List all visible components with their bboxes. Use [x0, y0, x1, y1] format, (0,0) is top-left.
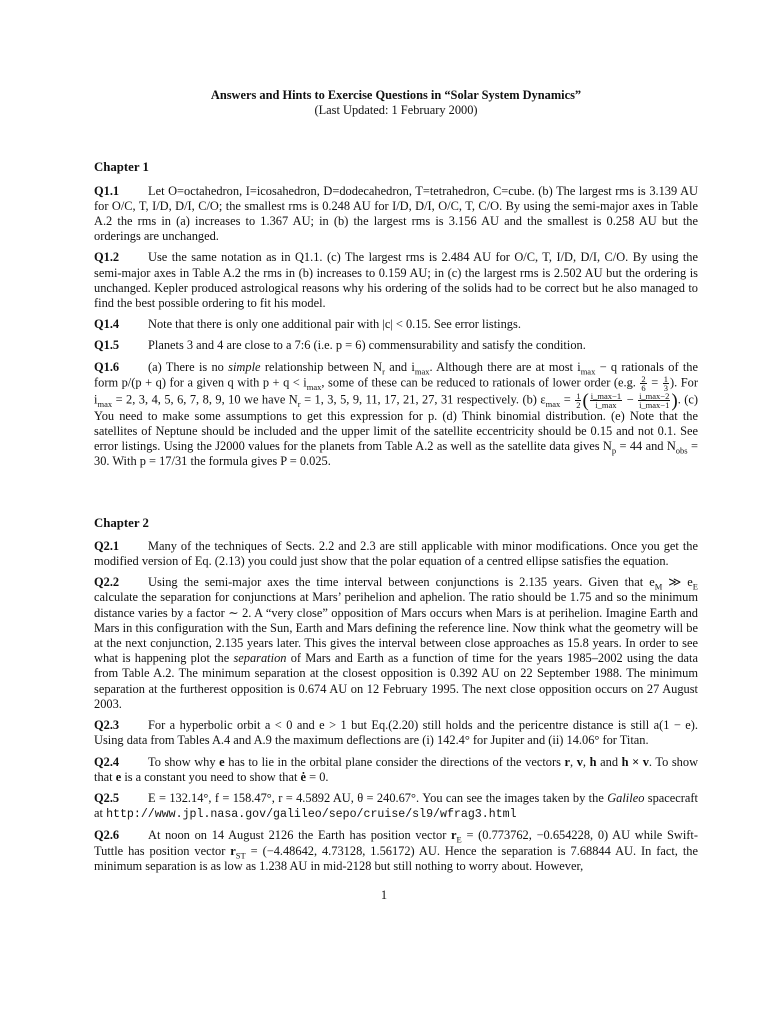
- question-text: Planets 3 and 4 are close to a 7:6 (i.e. p = 6) commensurability and satisfy the condition.: [148, 338, 586, 353]
- question-text: Let O=octahedron, I=icosahedron, D=dodecahedron, T=tetrahedron, C=cube. (b) The largest rms is 3.139 AU for O/C, T, I/D, D/I, C/O; the smallest rms is 0.248 AU for I/D, D/I, O/C, T, C/O. By using the semi-major axes in Table A.2 the rms in (a) increases to 1.367 AU; in (b) the largest rms is 3.156 AU and the smallest is 0.258 AU but the orderings are unchanged.: [94, 183, 698, 244]
- fraction: $\frac{i\_\max-1}{i\_\max}$: [590, 390, 622, 410]
- question-text: Use the same notation as in Q1.1. (c) The largest rms is 2.484 AU for O/C, T, I/D, D/I, C/O. By using the semi-major axes in Table A.2 the rms in (b) increases to 0.159 AU; in (c) the largest rms is 2.502 AU but the ordering is unchanged. Kepler produced astrological reasons why his ordering of the solids had to be correct but he also managed to find the best possible ordering to fit his model.: [94, 250, 698, 311]
- text-segment: . Although there are at most i: [429, 359, 581, 374]
- text-segment: At noon on 14 August 2126 the Earth has position vector: [148, 828, 447, 843]
- fraction: $\frac{1}{3}$: [663, 373, 668, 393]
- subscript: r: [382, 366, 385, 377]
- comma: ,: [570, 754, 574, 769]
- text-segment: = 44 and N: [619, 439, 676, 454]
- vector-symbol: v: [576, 754, 583, 769]
- text-segment: = (−4.48642, 4.73128, 1.56172) AU. Hence the separation is 7.68844 AU. In fact, the minimum separation is as low as 1.238 AU in mid-2128 but still nothing to worry about. However,: [94, 843, 698, 873]
- question-label: Q2.4: [94, 754, 120, 769]
- text-segment: − q rationals of the form p/(p + q) for a given q with p + q < i: [94, 359, 698, 390]
- question-label: Q2.6: [94, 828, 120, 843]
- text-segment: = (0.773762, −0.654228, 0) AU while Swift-Tuttle has position vector: [94, 828, 698, 858]
- text-segment: and i: [389, 359, 415, 374]
- emphasis: Galileo: [607, 790, 645, 805]
- text-segment: ). For i: [94, 375, 698, 407]
- subscript: max: [306, 381, 322, 392]
- text-segment: of Mars and Earth as a function of time for the years 1985–2002 using the data from Table A.2. The minimum separation at the closest opposition is 0.392 AU on 22 September 1988. The minimum separation at the furtherest opposition is 0.674 AU on 12 February 1995. The next close opposition occurs on 27 August 2003.: [94, 651, 698, 711]
- document-page: [94, 88, 698, 880]
- vector-symbol: r: [230, 843, 236, 858]
- subscript: E: [456, 834, 462, 845]
- question-label: Q1.6: [94, 359, 120, 374]
- text-segment: = 1, 3, 5, 9, 11, 17, 21, 27, 31 respectively.: [304, 392, 519, 407]
- fraction: $\frac{i\_\max-2}{i\_\max-1}$: [639, 390, 670, 410]
- subscript: max: [580, 366, 596, 377]
- question-q2-6: [94, 828, 698, 874]
- text-segment: and: [600, 754, 619, 769]
- question-text: Note that there is only one additional pair with |c| < 0.15. See error listings.: [148, 317, 521, 332]
- subscript: obs: [675, 445, 688, 456]
- question-q2-3: [94, 718, 698, 748]
- question-text: For a hyperbolic orbit a < 0 and e > 1 but Eq.(2.20) still holds and the pericentre distance is still a(1 − e). Using data from Tables A.4 and A.9 the maximum deflections are (i) 142.4° for Jupiter and (ii) 14.06° for Titan.: [94, 718, 698, 748]
- question-q1-2: [94, 250, 698, 311]
- question-q1-6: [94, 360, 698, 470]
- question-label: Q2.1: [94, 538, 120, 553]
- text-segment: . To show that: [94, 754, 699, 784]
- minus-sign: −: [626, 392, 634, 407]
- vector-symbol: h × v: [621, 754, 649, 769]
- chapter-spacer: [94, 476, 698, 516]
- galileo-url-link[interactable]: http://www.jpl.nasa.gov/galileo/sepo/cruise/sl9/wfrag3.html: [106, 808, 517, 822]
- text-segment: (b) ε: [522, 392, 546, 407]
- question-label: Q1.1: [94, 183, 120, 198]
- document-subtitle: (Last Updated: 1 February 2000): [314, 103, 478, 118]
- vector-symbol: e: [219, 754, 225, 769]
- vector-symbol: h: [589, 754, 597, 769]
- equals-sign: =: [563, 392, 571, 407]
- subscript: max: [97, 398, 113, 409]
- text-segment: is a constant you need to show that: [124, 769, 298, 784]
- subscript: ST: [235, 849, 246, 860]
- question-q1-4: [94, 317, 698, 332]
- subscript: M: [654, 581, 663, 592]
- text-segment: = 0.: [309, 769, 329, 784]
- subscript: r: [297, 398, 301, 409]
- chapter-1-heading: Chapter 1: [94, 160, 149, 175]
- subscript: E: [692, 581, 698, 592]
- text-segment: has to lie in the orbital plane consider the directions of the vectors: [228, 754, 561, 769]
- text-segment: To show why: [148, 754, 216, 769]
- text-segment: (a) There is no: [148, 359, 224, 374]
- vector-symbol: ė: [300, 769, 307, 784]
- question-label: Q1.2: [94, 250, 120, 265]
- question-q2-1: [94, 539, 698, 569]
- text-segment: Using the semi-major axes the time interval between conjunctions is 2.135 years. Given that e: [148, 575, 655, 590]
- page-number: 1: [380, 888, 388, 902]
- text-segment: calculate the separation for conjunctions at Mars’ perihelion and aphelion. The ratio should be 1.75 and so the minimum distance varies by a factor ∼ 2. A “very close” opposition of Mars occurs when Mars is at perihelion. Imagine Earth and Mars in this configuration with the Sun, Earth and Mars defining the reference line. Now think what the geometry will be at the next conjunction, 2.135 years later. This gives the interval between close approaches as 15.8 years. In order to see what is happening plot the: [94, 590, 698, 666]
- subscript: max: [545, 398, 561, 409]
- chapter-2-heading: Chapter 2: [94, 515, 149, 530]
- text-segment: . (c) You need to make some assumptions to get this expression for p. (d) Think binomial distribution. (e) Note that the satellites of Neptune should be included and the upper limit of the satellite eccentricity should be 0.15 and not 0.1. See error listings. Using the J2000 values for the planets from Table A.2 as well as the satellite data gives N: [94, 392, 699, 454]
- text-segment: , some of these can be reduced to rationals of lower order (e.g.: [321, 375, 636, 390]
- text-segment: relationship between N: [264, 359, 383, 374]
- subscript: max: [414, 366, 430, 377]
- subscript: p: [611, 445, 617, 456]
- text-segment: = 30. With p = 17/31 the formula gives P = 0.025.: [94, 439, 698, 469]
- question-label: Q2.5: [94, 790, 120, 805]
- fraction: $\frac{2}{6}$: [641, 373, 646, 393]
- vector-symbol: e: [115, 769, 122, 784]
- vector-symbol: r: [564, 754, 571, 769]
- paren-open: (: [582, 390, 589, 412]
- question-label: Q1.5: [94, 338, 120, 353]
- fraction: $\frac{1}{2}$: [576, 390, 581, 410]
- question-label: Q1.4: [94, 317, 120, 332]
- text-segment: ≫ e: [668, 575, 693, 590]
- question-text: Many of the techniques of Sects. 2.2 and 2.3 are still applicable with minor modifications. Once you get the modified version of Eq. (2.13) you could just show that the polar equation of a centred ellipse satisfies the equation.: [94, 538, 698, 569]
- document-title: Answers and Hints to Exercise Questions in “Solar System Dynamics”: [210, 88, 582, 102]
- paren-close: ): [671, 390, 678, 412]
- emphasis: simple: [228, 359, 261, 374]
- equals-sign: =: [651, 375, 659, 390]
- question-q2-2: [94, 575, 698, 712]
- emphasis: separation: [233, 651, 287, 666]
- text-segment: = 2, 3, 4, 5, 6, 7, 8, 9, 10 we have N: [115, 392, 298, 407]
- question-label: Q2.2: [94, 575, 120, 590]
- comma: ,: [582, 754, 587, 769]
- text-segment: E = 132.14°, f = 158.47°, r = 4.5892 AU, θ = 240.67°. You can see the images taken by the: [148, 790, 604, 805]
- text-segment: spacecraft at: [94, 790, 698, 821]
- question-q1-1: [94, 184, 698, 245]
- question-q2-4: [94, 755, 698, 785]
- vector-symbol: r: [451, 828, 457, 843]
- question-q2-5: [94, 791, 698, 822]
- question-q1-5: [94, 338, 698, 353]
- question-label: Q2.3: [94, 718, 120, 733]
